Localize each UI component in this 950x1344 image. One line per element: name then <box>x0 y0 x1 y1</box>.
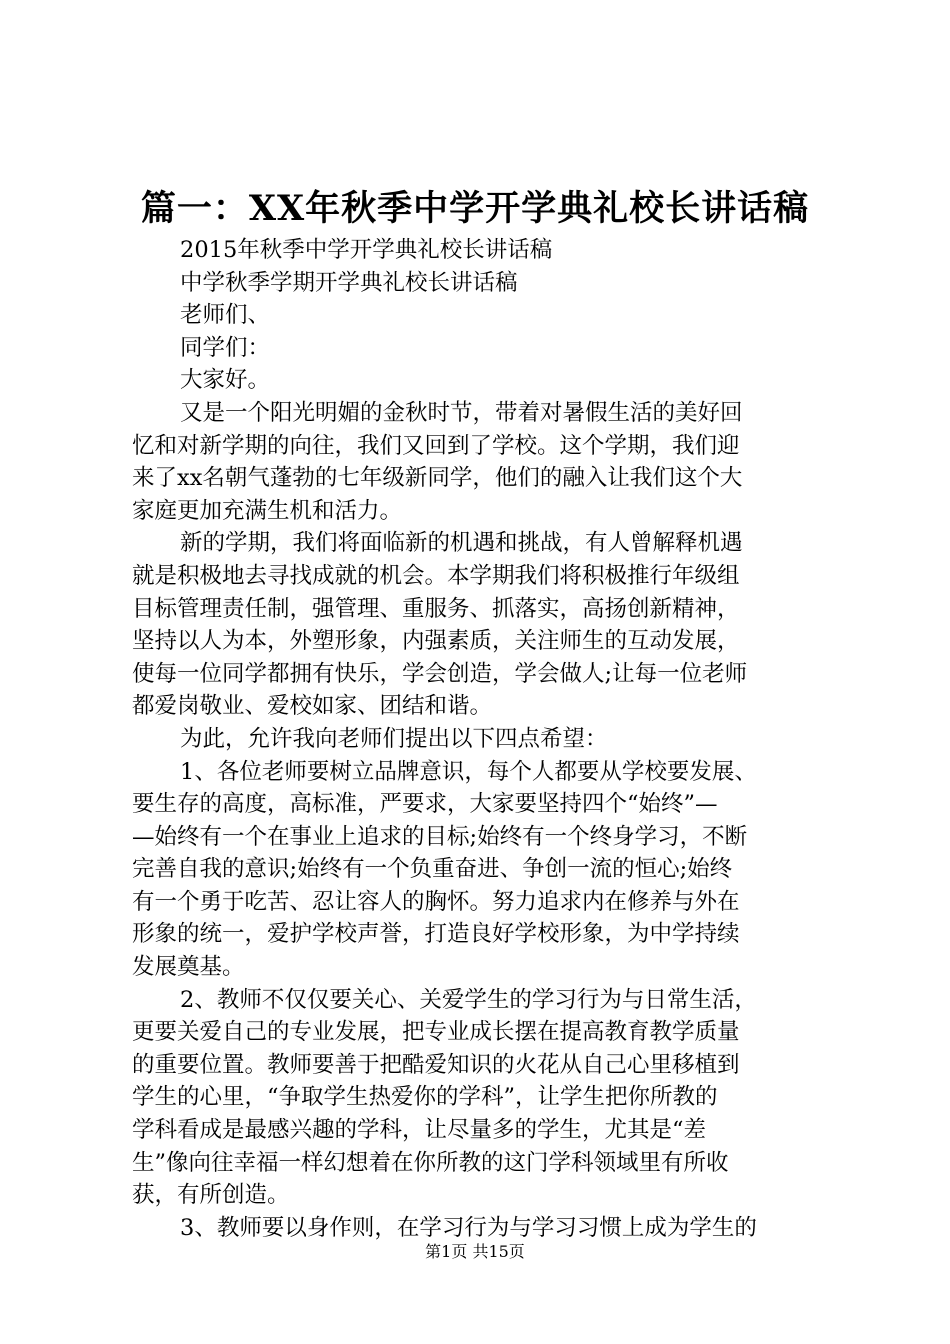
body-line: 坚持以人为本，外塑形象，内强素质，关注师生的互动发展， <box>132 628 740 655</box>
body-line: —始终有一个在事业上追求的目标;始终有一个终身学习，不断 <box>132 823 748 850</box>
body-line: 目标管理责任制，强管理、重服务、抓落实，高扬创新精神， <box>132 595 740 622</box>
document-body <box>132 234 832 1244</box>
document-title: 篇一：XX年秋季中学开学典礼校长讲话稿 <box>140 188 810 229</box>
body-line: 生”像向往幸福一样幻想着在你所教的这门学科领域里有所收 <box>132 1149 729 1176</box>
body-line: 发展奠基。 <box>132 954 245 981</box>
body-line: 获，有所创造。 <box>132 1182 290 1209</box>
body-line: 就是积极地去寻找成就的机会。本学期我们将积极推行年级组 <box>132 562 740 589</box>
body-line: 的重要位置。教师要善于把酷爱知识的火花从自己心里移植到 <box>132 1051 740 1078</box>
body-line: 学科看成是最感兴趣的学科，让尽量多的学生，尤其是“差 <box>132 1117 707 1144</box>
body-line: 学生的心里，“争取学生热爱你的学科”，让学生把你所教的 <box>132 1084 718 1111</box>
body-line: 老师们、 <box>180 302 271 329</box>
body-line: 大家好。 <box>180 367 271 394</box>
page-footer: 第1页 共15页 <box>425 1242 525 1261</box>
body-line: 都爱岗敬业、爱校如家、团结和谐。 <box>132 693 493 720</box>
body-line: 要生存的高度，高标准，严要求，大家要坚持四个“始终”— <box>132 791 718 818</box>
body-line: 家庭更加充满生机和活力。 <box>132 497 403 524</box>
body-line: 同学们： <box>180 334 271 361</box>
body-line: 3、教师要以身作则，在学习行为与学习习惯上成为学生的 <box>180 1214 757 1241</box>
body-line: 1、各位老师要树立品牌意识，每个人都要从学校要发展、 <box>180 758 757 785</box>
body-line: 又是一个阳光明媚的金秋时节，带着对暑假生活的美好回 <box>180 399 743 426</box>
body-line: 完善自我的意识;始终有一个负重奋进、争创一流的恒心;始终 <box>132 856 733 883</box>
body-line: 来了xx名朝气蓬勃的七年级新同学，他们的融入让我们这个大 <box>132 465 743 492</box>
body-line: 形象的统一，爱护学校声誉，打造良好学校形象，为中学持续 <box>132 921 740 948</box>
body-line: 忆和对新学期的向往，我们又回到了学校。这个学期，我们迎 <box>132 432 740 459</box>
body-line: 有一个勇于吃苦、忍让容人的胸怀。努力追求内在修养与外在 <box>132 888 740 915</box>
body-line: 使每一位同学都拥有快乐，学会创造，学会做人;让每一位老师 <box>132 660 748 687</box>
body-line: 为此，允许我向老师们提出以下四点希望： <box>180 725 608 752</box>
body-line: 2015年秋季中学开学典礼校长讲话稿 <box>180 237 553 263</box>
body-line: 中学秋季学期开学典礼校长讲话稿 <box>180 269 518 296</box>
body-line: 2、教师不仅仅要关心、关爱学生的学习行为与日常生活， <box>180 986 757 1013</box>
body-line: 更要关爱自己的专业发展，把专业成长摆在提高教育教学质量 <box>132 1019 740 1046</box>
body-line: 新的学期，我们将面临新的机遇和挑战，有人曾解释机遇 <box>180 530 743 557</box>
